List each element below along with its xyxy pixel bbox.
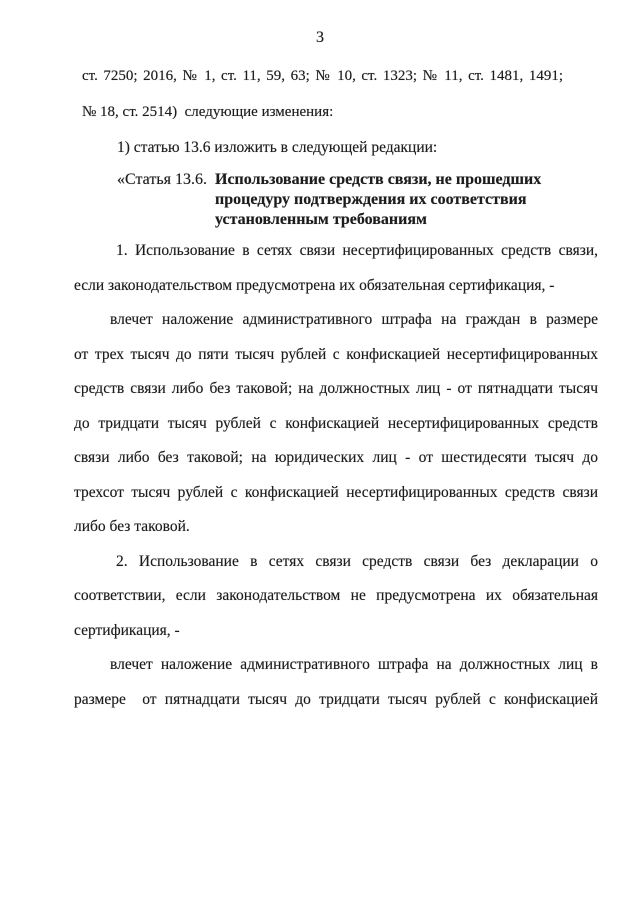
body-line: 2. Использование в сетях связи средств связи без декларации о — [116, 552, 598, 570]
body-line: соответствии, если законодательством не предусмотрена их обязательная — [74, 587, 598, 604]
body-line: влечет наложение административного штрафа на граждан в размере — [110, 311, 598, 328]
article-body — [74, 234, 598, 717]
article-title-line: процедуру подтверждения их соответствия — [215, 191, 527, 208]
article-title-line: установленным требованиям — [215, 211, 427, 228]
body-line: если законодательством предусмотрена их обязательная сертификация, - — [74, 276, 555, 294]
body-line: трехсот тысяч рублей с конфискацией несертифицированных средств связи — [74, 483, 598, 501]
body-line: средств связи либо без таковой; на должностных лиц - от пятнадцати тысяч — [74, 380, 598, 397]
body-line: связи либо без таковой; на юридических лиц - от шестидесяти тысяч до — [74, 449, 598, 466]
body-line: от трех тысяч до пяти тысяч рублей с конфискацией несертифицированных — [74, 345, 598, 363]
article-title — [215, 170, 598, 230]
amendment-item-1: 1) статью 13.6 изложить в следующей редакции: — [117, 139, 438, 156]
body-line: 1. Использование в сетях связи несертифицированных средств связи, — [116, 242, 598, 259]
article-heading — [74, 170, 598, 230]
intro-block — [82, 58, 563, 130]
body-line: влечет наложение административного штрафа на должностных лиц в — [110, 656, 598, 673]
body-line: сертификация, - — [74, 621, 180, 639]
body-line: размере от пятнадцати тысяч до тридцати тысяч рублей с конфискацией — [74, 690, 598, 708]
body-line: либо без таковой. — [74, 518, 190, 535]
intro-line: № 18, ст. 2514) следующие изменения: — [82, 104, 334, 120]
article-title-line: Использование средств связи, не прошедших — [215, 171, 542, 188]
intro-line: ст. 7250; 2016, № 1, ст. 11, 59, 63; № 10, ст. 1323; № 11, ст. 1481, 1491; — [82, 68, 563, 84]
body-line: до тридцати тысяч рублей с конфискацией несертифицированных средств — [74, 414, 598, 432]
article-number-label: «Статья 13.6. — [117, 171, 207, 188]
page-number: 3 — [316, 29, 324, 46]
